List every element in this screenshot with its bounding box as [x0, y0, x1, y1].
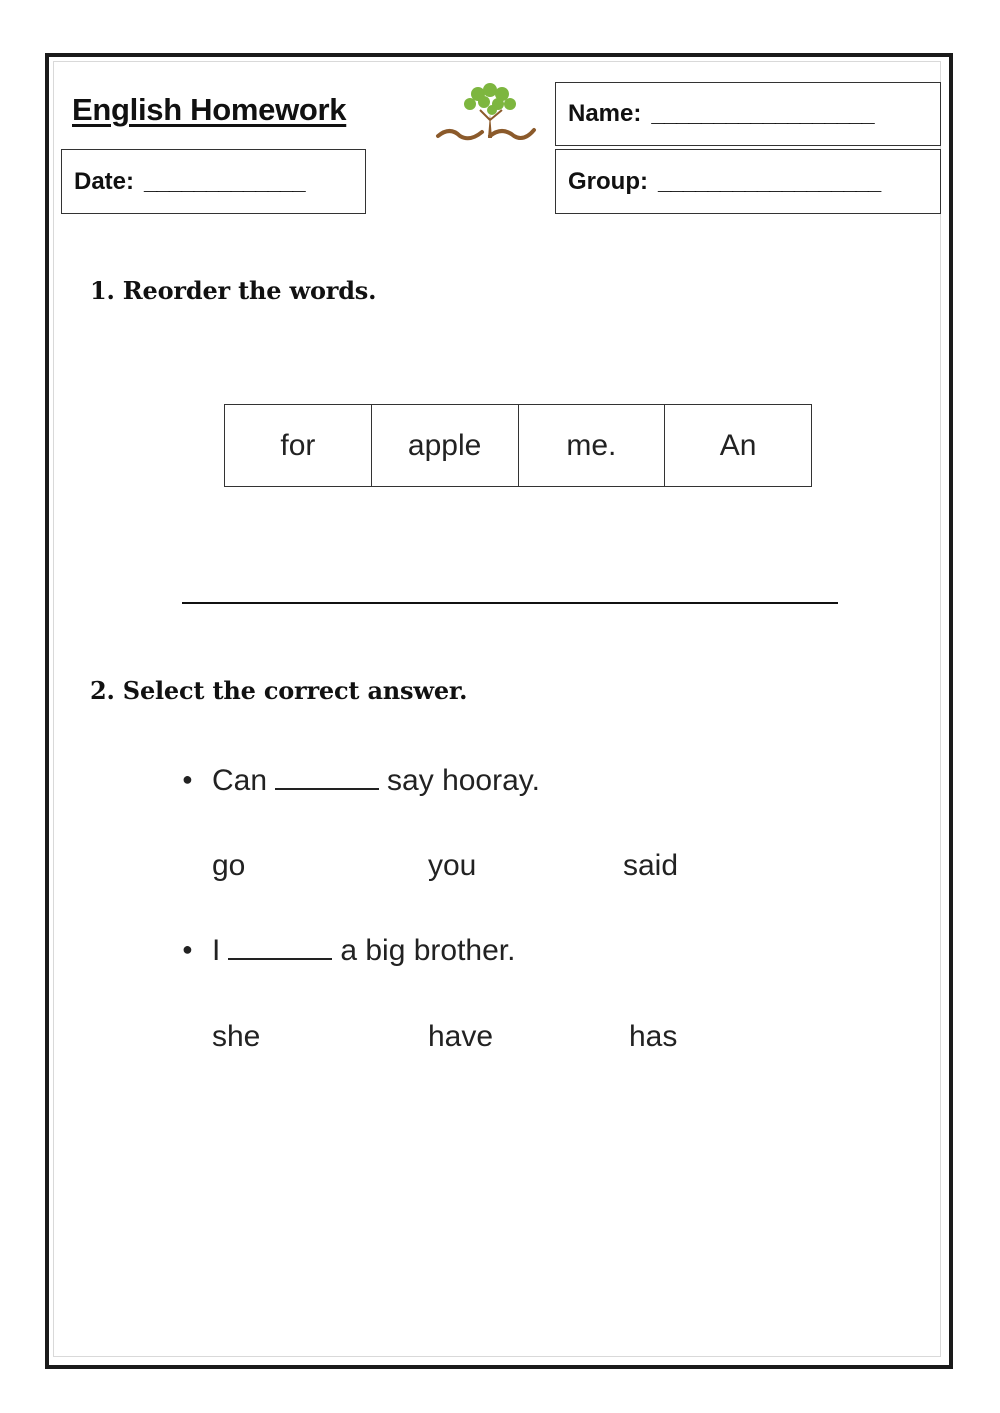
name-label: Name: — [568, 100, 642, 127]
logo-text: روافد — [484, 150, 488, 151]
answer-line[interactable] — [182, 602, 838, 604]
question-1 — [182, 764, 540, 798]
worksheet-title: English Homework — [72, 92, 347, 127]
word-reorder-table — [224, 404, 812, 487]
date-label: Date: — [74, 167, 135, 195]
question-1-blank[interactable] — [275, 766, 379, 790]
section1-heading: 1. Reorder the words. — [90, 276, 377, 305]
word-card[interactable]: for — [225, 405, 372, 486]
word-card[interactable]: me. — [519, 405, 666, 486]
name-box[interactable] — [555, 82, 941, 146]
question-2 — [182, 934, 515, 968]
question-1-option[interactable]: go — [212, 849, 246, 882]
question-2-option[interactable]: has — [629, 1020, 678, 1053]
word-card[interactable]: An — [719, 428, 757, 462]
question-2-after: a big brother. — [340, 934, 516, 967]
bullet-icon: ● — [182, 939, 193, 959]
date-blank: _____________ — [144, 167, 305, 195]
tree-logo-icon — [430, 80, 540, 152]
name-blank: __________________ — [651, 100, 874, 127]
bullet-icon: ● — [182, 769, 193, 789]
group-blank: __________________ — [657, 167, 881, 195]
word-card[interactable]: apple — [372, 405, 519, 486]
question-2-before: I — [212, 934, 221, 967]
question-1-option[interactable]: you — [428, 849, 477, 882]
question-2-option[interactable]: she — [212, 1020, 261, 1053]
question-2-option[interactable]: have — [428, 1020, 494, 1053]
question-1-after: say hooray. — [387, 764, 540, 797]
question-1-option[interactable]: said — [623, 849, 679, 882]
question-1-before: Can — [212, 764, 268, 797]
group-label: Group: — [568, 167, 648, 195]
group-box[interactable] — [555, 149, 941, 214]
date-box[interactable] — [61, 149, 366, 214]
page-inner-border — [53, 61, 941, 1357]
question-2-blank[interactable] — [228, 936, 332, 960]
section2-heading: 2. Select the correct answer. — [90, 676, 468, 705]
